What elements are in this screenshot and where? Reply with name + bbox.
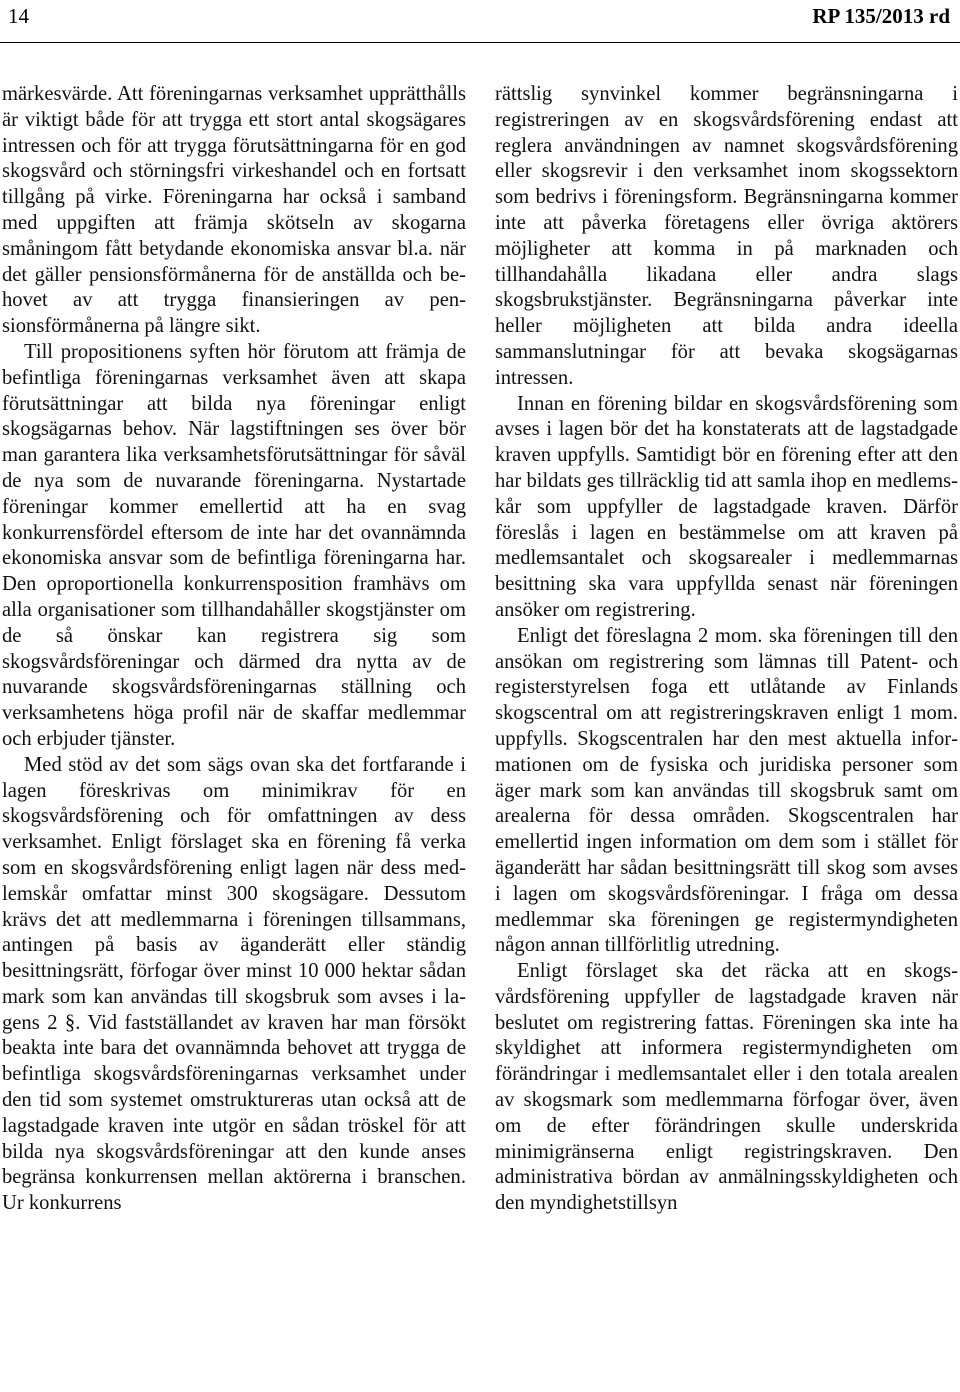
page-number: 14 [8,4,29,28]
running-head: RP 135/2013 rd [812,4,950,28]
left-paragraph-3: Med stöd av det som sägs ovan ska det fortfarande i lagen föreskrivas om minimikrav för en skogsvårdsförening och för omfattningen av dess verksamhet. Enligt förslaget ska en förening få verka som en skogsvårdsförening enligt lagen när dess medlemskår omfattar minst 300 skogsägare. Dessutom krävs det att medlemmarna i föreningen tillsammans, antingen på basis av äganderätt eller ständig besittningsrätt, förfogar över minst 10 000 hektar sådan mark som kan användas till skogsbruk som avses i lagens 2 §. Vid fastställandet av kraven har man försökt beakta inte bara det ovannämnda behovet att trygga de befintliga skogsvårdsföreningarnas verksamhet under den tid som systemet omstruktureras utan också att de lagstadgade kraven inte utgör en sådan tröskel för att bilda nya skogsvårdsföreningar att den kunde anses begränsa konkurrensen mellan aktörerna i branschen. Ur konkurrens [2,753,466,1215]
right-column [495,82,958,1217]
right-paragraph-4: Enligt förslaget ska det räcka att en skogsvårdsförening uppfyller de lagstadgade kraven när beslutet om registrering fattas. Föreningen ska inte ha skyldighet att informera registermyndigheten om förändringar i medlemsantalet eller i den totala arealen av skogsmark som medlemmarna förfogar över, även om de efter förändringen skulle underskrida minimigränserna enligt registringskraven. Den administrativa bördan av anmälningsskyldigheten och den myndighetstillsyn [495,960,958,1215]
right-paragraph-3: Enligt det föreslagna 2 mom. ska föreningen till den ansökan om registrering som lämnas till Patent- och registerstyrelsen foga ett utlåtande av Finlands skogscentral om att registreringskraven enligt 1 mom. uppfylls. Skogscentralen har den mest aktuella informationen om de fysiska och juridiska personer som äger mark som kan användas till skogsbruk samt om arealerna för dessa områden. Skogscentralen har emellertid ingen information om dem som i stället för äganderätt har sådan besittningsrätt till skog som avses i lagen om skogsvårdsföreningar. I fråga om dessa medlemmar ska föreningen ge registermyndigheten någon annan tillförlitlig utredning. [495,624,958,957]
header-rule [0,42,960,43]
page-header [0,0,960,44]
left-paragraph-1: märkesvärde. Att föreningarnas verksamhet upprätthålls är viktigt både för att trygga ett stort antal skogsägares intressen och för att trygga förutsättningarna för en god skogsvård och störningsfri virkeshandel och en fortsatt tillgång på virke. Föreningarna har också i samband med uppgiften att främja skötseln av skogarna småningom fått betydande ekonomiska ansvar bl.a. när det gäller pensionsförmånerna för de anställda och behovet av att trygga finansieringen av pensionsförmånerna på längre sikt. [2,83,466,338]
left-paragraph-2: Till propositionens syften hör förutom att främja de befintliga föreningarnas verksamhet även att skapa förutsättningar att bilda nya föreningar enligt skogsägarnas behov. När lagstiftningen ses över bör man garantera lika verksamhetsförutsättningar för såväl de nya som de nuvarande föreningarna. Nystartade föreningar kommer emellertid att ha en svag konkurrensfördel eftersom de inte har det ovannämnda ekonomiska ansvar som de befintliga föreningarna har. Den oproportionella konkurrensposition framhävs om alla organisationer som tillhandahåller skogstjänster om de så önskar kan registrera sig som skogsvårdsföreningar och därmed dra nytta av de nuvarande skogsvårdsföreningarnas ställning och verksamhetens höga profil när de skaffar medlemmar och erbjuder tjänster. [2,340,466,750]
right-paragraph-2: Innan en förening bildar en skogsvårdsförening som avses i lagen bör det ha konstaterats att de lagstadgade kraven uppfylls. Samtidigt bör en förening efter att den har bildats ges tillräcklig tid att samla ihop en medlemskår som uppfyller de lagstadgade kraven. Därför föreslås i lagen en bestämmelse om att kraven på medlemsantalet och skogsarealer i medlemmarnas besittning ska vara uppfyllda senast när föreningen ansöker om registrering. [495,392,958,621]
right-paragraph-1: rättslig synvinkel kommer begränsningarna i registreringen av en skogsvårdsförening endast att reglera användningen av namnet skogsvårdsförening eller skogsrevir i den verksamhet inom skogssektorn som bedrivs i föreningsform. Begränsningarna kommer inte att påverka företagens eller övriga aktörers möjligheter att komma in på marknaden och tillhandahålla likadana eller andra slags skogsbrukstjänster. Begränsningarna påverkar inte heller möjligheten att bilda andra ideella sammanslutningar för att bevaka skogsägarnas intressen. [495,83,958,389]
left-column [2,82,466,1217]
